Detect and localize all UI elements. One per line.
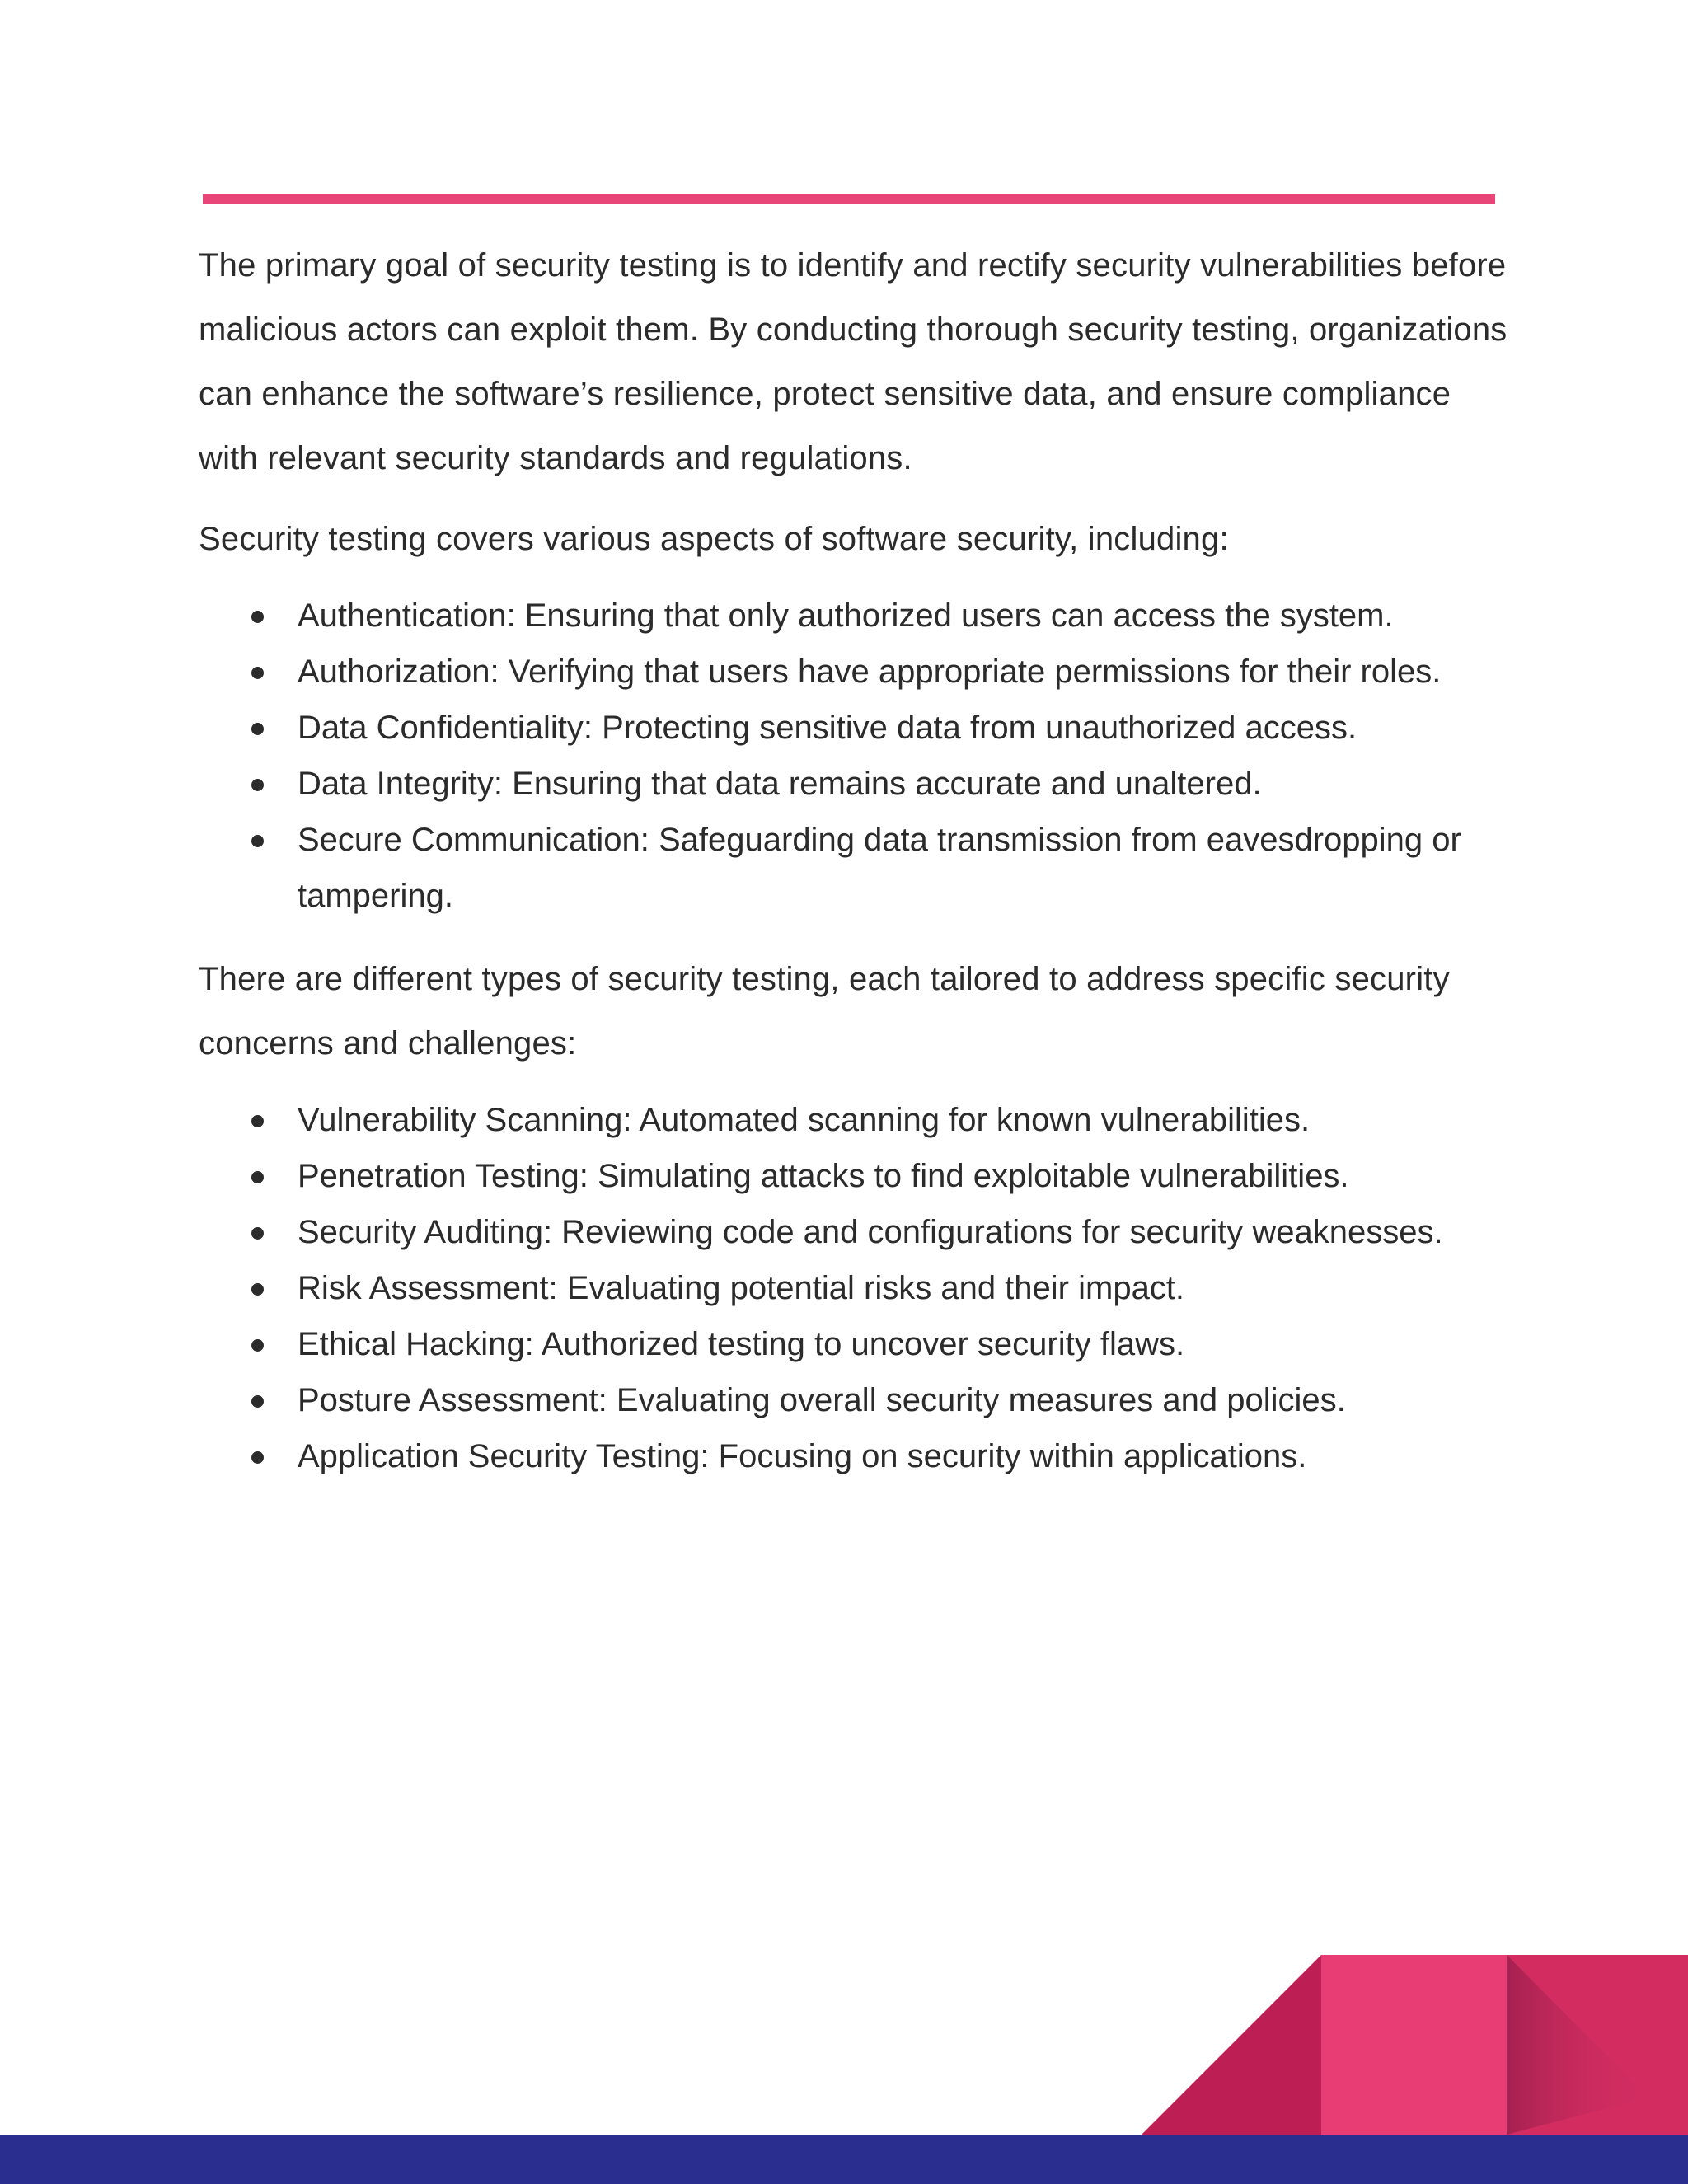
paragraph-security-goal: The primary goal of security testing is to identify and rectify security vulnerabilities before malicious actors can exploit them. By conducting thorough security testing, organizations can enhance the software’s resilience, protect sensitive data, and ensure compliance with relevant security standards and regulations. bbox=[199, 247, 1507, 476]
list-item: Risk Assessment: Evaluating potential risks and their impact. bbox=[199, 1260, 1559, 1316]
bullet-icon bbox=[251, 1451, 264, 1464]
document-body bbox=[199, 233, 1517, 1484]
list-item: Security Auditing: Reviewing code and configurations for security weaknesses. bbox=[199, 1204, 1559, 1260]
list-item: Secure Communication: Safeguarding data transmission from eavesdropping or tampering. bbox=[199, 812, 1559, 924]
footer-band bbox=[0, 2135, 1688, 2184]
bullet-icon bbox=[251, 1339, 264, 1352]
footer-fold-shadow bbox=[1507, 1955, 1648, 2135]
bullet-icon bbox=[251, 835, 264, 847]
bullet-icon bbox=[251, 1115, 264, 1127]
bullet-icon bbox=[251, 1395, 264, 1408]
paragraph-types-intro: There are different types of security testing, each tailored to address specific security concerns and challenges: bbox=[199, 961, 1450, 1062]
list-item: Posture Assessment: Evaluating overall security measures and policies. bbox=[199, 1372, 1559, 1428]
bullet-icon bbox=[251, 667, 264, 679]
list-item: Vulnerability Scanning: Automated scanning for known vulnerabilities. bbox=[199, 1092, 1559, 1148]
list-item: Authorization: Verifying that users have appropriate permissions for their roles. bbox=[199, 644, 1559, 700]
bullet-icon bbox=[251, 611, 264, 623]
list-item: Application Security Testing: Focusing on security within applications. bbox=[199, 1428, 1559, 1484]
bullet-icon bbox=[251, 1227, 264, 1240]
bullet-icon bbox=[251, 1171, 264, 1183]
header-divider bbox=[203, 194, 1495, 204]
paragraph-aspects-intro: Security testing covers various aspects of software security, including: bbox=[199, 521, 1229, 557]
list-item: Authentication: Ensuring that only authorized users can access the system. bbox=[199, 588, 1559, 644]
bullet-icon bbox=[251, 1283, 264, 1296]
bullet-icon bbox=[251, 779, 264, 791]
aspects-list bbox=[199, 588, 1517, 924]
list-item: Ethical Hacking: Authorized testing to uncover security flaws. bbox=[199, 1316, 1559, 1372]
bullet-icon bbox=[251, 723, 264, 735]
list-item: Data Integrity: Ensuring that data remains accurate and unaltered. bbox=[199, 756, 1559, 812]
types-list bbox=[199, 1092, 1517, 1484]
footer-triangle-dark bbox=[1142, 1955, 1321, 2135]
footer-panel-pink bbox=[1321, 1955, 1507, 2135]
list-item: Data Confidentiality: Protecting sensitive data from unauthorized access. bbox=[199, 700, 1559, 756]
list-item: Penetration Testing: Simulating attacks to find exploitable vulnerabilities. bbox=[199, 1148, 1559, 1204]
footer-panel-magenta bbox=[1507, 1955, 1688, 2135]
